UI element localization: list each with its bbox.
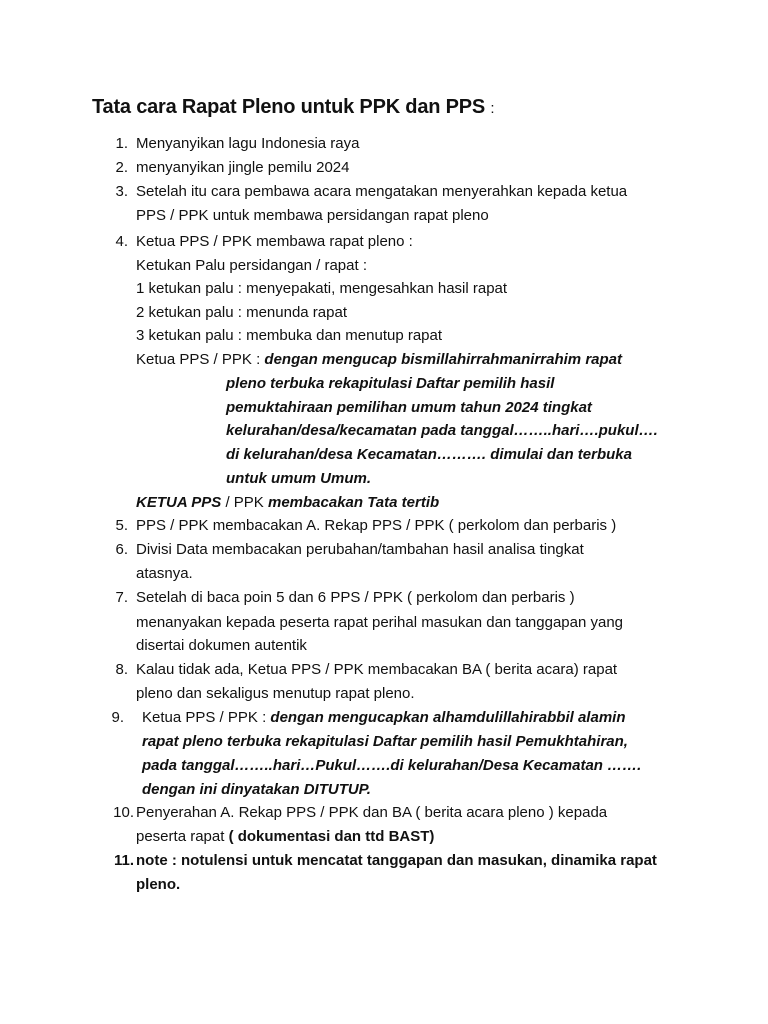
document-title: [92, 96, 494, 119]
speech-text: di kelurahan/desa Kecamatan………. dimulai dan terbuka: [226, 446, 632, 463]
closing-line: [136, 494, 439, 511]
item-text: disertai dokumen autentik: [136, 637, 307, 654]
item-text: PPS / PPK untuk membawa persidangan rapat pleno: [136, 207, 489, 224]
speech-text: pemuktahiraan pemilihan umum tahun 2024 tingkat: [226, 399, 592, 416]
item-bold-text: pleno.: [136, 876, 181, 893]
speech-text: dengan mengucap bismillahirrahmanirrahim rapat: [264, 351, 622, 368]
item-number: 5.: [115, 517, 128, 534]
speaker-label: Ketua PPS / PPK :: [142, 709, 271, 726]
item-number: 10.: [113, 804, 134, 821]
item-text: Setelah itu cara pembawa acara mengatakan menyerahkan kepada ketua: [136, 183, 628, 200]
item-text: menanyakan kepada peserta rapat perihal masukan dan tanggapan yang: [136, 614, 624, 631]
speech-text: dengan mengucapkan alhamdulillahirabbil alamin: [270, 709, 626, 726]
item-text: Ketukan Palu persidangan / rapat :: [136, 257, 367, 274]
item-number: 2.: [115, 159, 128, 176]
speech-text: rapat pleno terbuka rekapitulasi Daftar pemilih hasil Pemukhtahiran,: [142, 733, 628, 750]
speech-line: [142, 709, 625, 726]
closing-plain: / PPK: [221, 494, 268, 511]
speech-text: dengan ini dinyatakan DITUTUP.: [142, 781, 371, 798]
item-text: Menyanyikan lagu Indonesia raya: [136, 135, 360, 152]
item-text: Divisi Data membacakan perubahan/tambahan hasil analisa tingkat: [136, 541, 584, 558]
speech-line: [136, 351, 622, 368]
speech-text: pada tanggal……..hari…Pukul…….di kelurahan/Desa Kecamatan …….: [142, 757, 642, 774]
title-text: Tata cara Rapat Pleno untuk PPK dan PPS: [92, 96, 486, 118]
item-text: 3 ketukan palu : membuka dan menutup rapat: [136, 327, 443, 344]
item-number: 9.: [111, 709, 124, 726]
item-text: Penyerahan A. Rekap PPS / PPK dan BA ( berita acara pleno ) kepada: [136, 804, 608, 821]
item-text: menyanyikan jingle pemilu 2024: [136, 159, 350, 176]
item-text: 2 ketukan palu : menunda rapat: [136, 304, 347, 321]
item-text: Ketua PPS / PPK membawa rapat pleno :: [136, 233, 413, 250]
item-bold-text: ( dokumentasi dan ttd BAST): [228, 828, 435, 845]
closing-bold-b: membacakan Tata tertib: [267, 494, 440, 511]
speaker-label: Ketua PPS / PPK :: [136, 351, 265, 368]
item-bold-text: note : notulensi untuk mencatat tanggapan dan masukan, dinamika rapat: [136, 852, 657, 869]
item-text-mixed: [136, 828, 434, 845]
item-text: Kalau tidak ada, Ketua PPS / PPK membacakan BA ( berita acara) rapat: [136, 661, 618, 678]
item-text: Setelah di baca poin 5 dan 6 PPS / PPK ( perkolom dan perbaris ): [136, 589, 575, 606]
item-text: pleno dan sekaligus menutup rapat pleno.: [136, 685, 415, 702]
item-text: 1 ketukan palu : menyepakati, mengesahkan hasil rapat: [136, 280, 508, 297]
speech-text: kelurahan/desa/kecamatan pada tanggal……..hari….pukul….: [226, 422, 658, 439]
item-number: 8.: [115, 661, 128, 678]
item-number: 4.: [115, 233, 128, 250]
item-number: 3.: [115, 183, 128, 200]
item-text: PPS / PPK membacakan A. Rekap PPS / PPK ( perkolom dan perbaris ): [136, 517, 617, 534]
item-number: 6.: [115, 541, 128, 558]
item-number: 1.: [115, 135, 128, 152]
item-number: 11.: [113, 852, 134, 869]
item-text: atasnya.: [136, 565, 193, 582]
item-text: peserta rapat: [136, 828, 229, 845]
title-colon: :: [490, 100, 495, 117]
speech-text: pleno terbuka rekapitulasi Daftar pemilih hasil: [226, 375, 555, 392]
speech-text: untuk umum Umum.: [226, 470, 371, 487]
item-number: 7.: [115, 589, 128, 606]
closing-bold-a: KETUA PPS: [136, 494, 222, 511]
